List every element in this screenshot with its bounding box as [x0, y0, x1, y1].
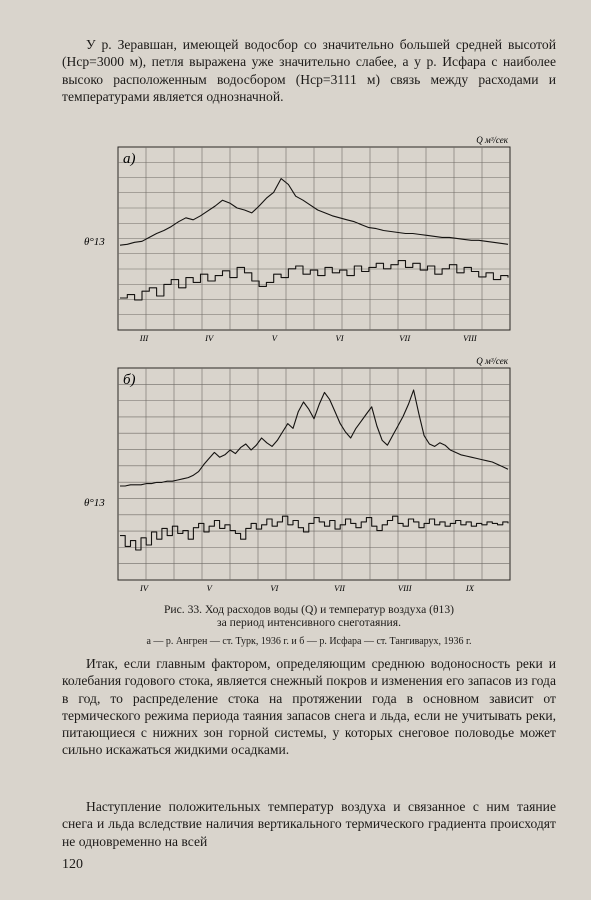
paragraph-2: Итак, если главным фактором, определяющим среднюю водоносность реки и колебания годового стока, является снежный покров и изменения его запасов из года в год, то распределение стока на протяжении года в основном зависит от термического режима периода таяния запасов снега и льда, если не учитывать реки, питающиеся с нижних зон горной системы, у которых снеговое половодье может сильно искажаться жидкими осадками.: [62, 656, 556, 758]
figure-caption-legend: а — р. Ангрен — ст. Турк, 1936 г. и б — р. Исфара — ст. Тангиварух, 1936 г.: [146, 636, 472, 647]
chart-b-tick-label: VIII: [397, 583, 412, 593]
figure-caption-title: Рис. 33. Ход расходов воды (Q) и температур воздуха (θ13): [163, 603, 454, 616]
chart-a-tick-label: VII: [399, 333, 411, 343]
chart-a-svg: [84, 137, 520, 350]
figure-panel-b: [84, 356, 520, 600]
chart-b-svg: [84, 356, 520, 600]
chart-a-tick-label: IV: [205, 333, 214, 343]
chart-b-tick-label: VI: [270, 583, 279, 593]
chart-a-panel-label: а): [123, 151, 136, 167]
chart-b-tick-label: IX: [465, 583, 474, 593]
page-number: 120: [62, 857, 83, 872]
chart-b-tick-label: IV: [139, 583, 149, 593]
chart-b-panel-label: б): [123, 372, 136, 388]
figure-caption-subtitle: за период интенсивного снеготаяния.: [217, 616, 401, 629]
chart-b-theta-axis-label: θ°13: [84, 497, 105, 509]
chart-a-tick-label: III: [139, 333, 149, 343]
chart-b-tick-label: V: [206, 583, 212, 593]
chart-a-tick-label: VI: [335, 333, 344, 343]
paragraph-3: Наступление положительных температур воздуха и связанное с ним таяние снега и льда вследствие наличия вертикального термического градиента происходят не одновременно на всей: [62, 799, 556, 849]
chart-a-tick-label: VIII: [463, 333, 477, 343]
chart-a-theta-axis-label: θ°13: [84, 236, 105, 248]
figure-panel-a: [84, 137, 520, 350]
chart-a-tick-label: V: [271, 333, 277, 343]
chart-b-q-axis-label: Q м³/сек: [476, 356, 508, 366]
paragraph-1: У р. Зеравшан, имеющей водосбор со значительно большей средней высотой (Нср=3000 м), петля выражена уже значительно слабее, а у р. Исфара с наиболее высоко расположенным водосбором (Нср=3111 м) связь между расходами и температурами является однозначной.: [62, 37, 556, 104]
chart-b-tick-label: VII: [334, 583, 345, 593]
chart-a-q-axis-label: Q м³/сек: [476, 135, 508, 145]
